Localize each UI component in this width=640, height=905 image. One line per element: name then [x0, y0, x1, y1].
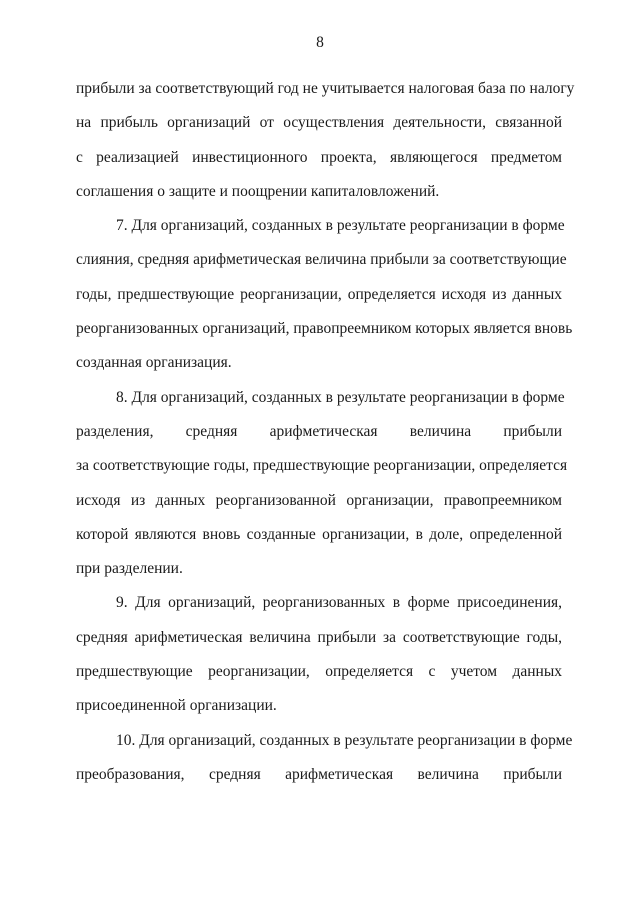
text-line: с реализацией инвестиционного проекта, являющегося предметом	[76, 148, 562, 166]
text-line: присоединенной организации.	[76, 697, 277, 715]
text-line: прибыли за соответствующий год не учитывается налоговая база по налогу	[76, 80, 575, 97]
page-number: 8	[316, 34, 324, 51]
text-line: преобразования, средняя арифметическая величина прибыли	[76, 765, 562, 783]
document-body	[76, 72, 575, 792]
paragraph-8-start: 8. Для организаций, созданных в результате реорганизации в форме	[116, 388, 565, 406]
text-line: реорганизованных организаций, правопреемником которых является вновь	[76, 320, 573, 338]
text-line: годы, предшествующие реорганизации, определяется исходя из данных	[76, 285, 562, 303]
text-line: средняя арифметическая величина прибыли за соответствующие годы,	[76, 628, 562, 646]
text-line: на прибыль организаций от осуществления деятельности, связанной	[76, 114, 562, 132]
text-line: исходя из данных реорганизованной организации, правопреемником	[76, 491, 562, 509]
paragraph-7-start: 7. Для организаций, созданных в результате реорганизации в форме	[116, 217, 565, 235]
paragraph-9-start: 9. Для организаций, реорганизованных в форме присоединения,	[116, 594, 562, 612]
text-line: разделения, средняя арифметическая величина прибыли	[76, 422, 562, 440]
text-line: созданная организация.	[76, 354, 232, 372]
text-line: соглашения о защите и поощрении капиталовложений.	[76, 182, 440, 200]
text-line: предшествующие реорганизации, определяется с учетом данных	[76, 663, 562, 681]
paragraph-10-start: 10. Для организаций, созданных в результате реорганизации в форме	[116, 731, 573, 749]
text-line: при разделении.	[76, 560, 183, 578]
text-line: за соответствующие годы, предшествующие реорганизации, определяется	[76, 457, 568, 475]
text-line: которой являются вновь созданные организации, в доле, определенной	[76, 525, 562, 543]
text-line: слияния, средняя арифметическая величина прибыли за соответствующие	[76, 251, 567, 269]
